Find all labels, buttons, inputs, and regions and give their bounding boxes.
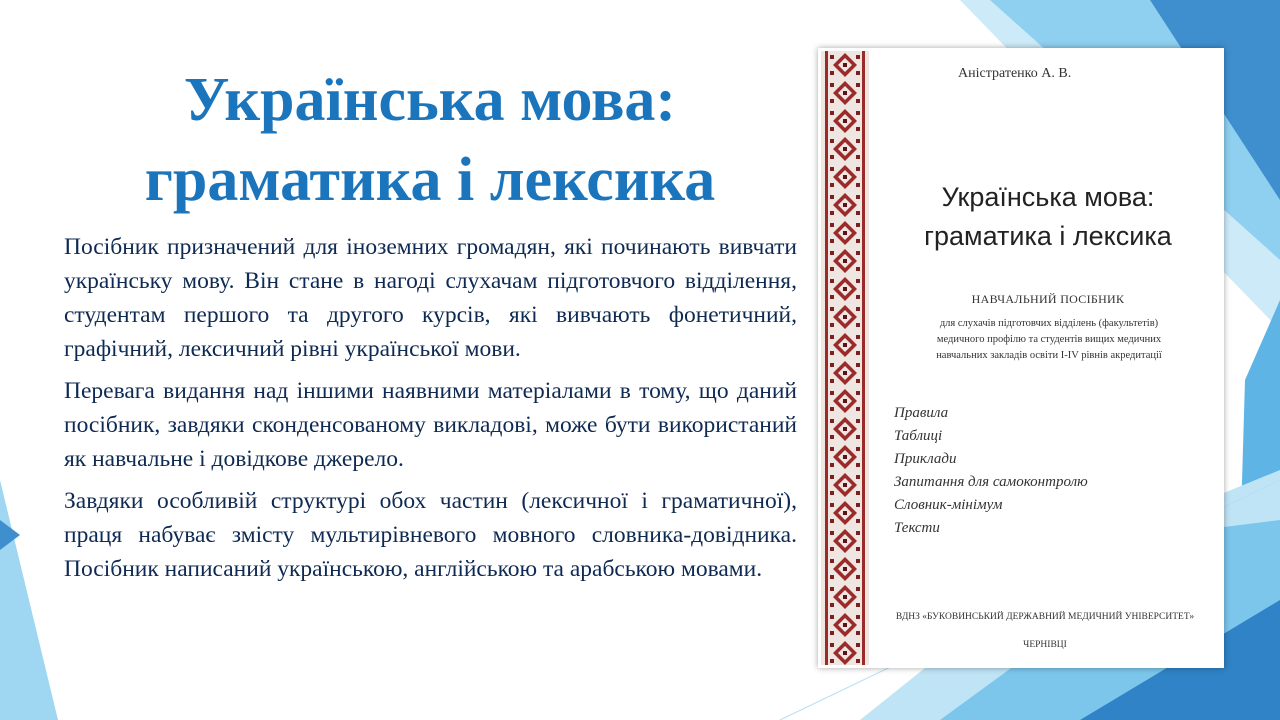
cover-contents-item: Словник-мінімум	[894, 497, 1003, 513]
cover-title	[898, 178, 1198, 256]
cover-publisher: ВДНЗ «БУКОВИНСЬКИЙ ДЕРЖАВНИЙ МЕДИЧНИЙ УНІВЕРСИТЕТ»	[895, 612, 1195, 622]
cover-description-line: медичного профілю та студентів вищих медичних	[936, 334, 1162, 345]
cover-contents-item: Запитання для самоконтролю	[894, 474, 1088, 490]
paragraph-advantage: Перевага видання над іншими наявними матеріалами в тому, що даний посібник, завдяки сконденсованому викладові, може бути використаний як навчальне і довідкове джерело.	[64, 378, 797, 472]
cover-contents-item: Правила	[894, 405, 949, 421]
paragraph-structure: Завдяки особливій структурі обох частин (лексичної і граматичної), праця набуває змісту мультирівневого мовного словника-довідника. Посібник написаний українською, англійською та арабською мовами.	[64, 488, 797, 582]
cover-contents-list	[894, 402, 1088, 540]
slide-title-line-1: Українська мова:	[183, 66, 677, 134]
cover-book-type: НАВЧАЛЬНИЙ ПОСІБНИК	[971, 292, 1125, 306]
decor-left-light	[0, 480, 58, 720]
slide-title-line-2: граматика і лексика	[144, 146, 716, 214]
cover-city: ЧЕРНІВЦІ	[1023, 640, 1067, 650]
cover-description-line: навчальних закладів освіти I-IV рівнів акредитації	[936, 350, 1162, 361]
slide-title	[100, 60, 760, 220]
cover-description-line: для слухачів підготовчих відділень (факультетів)	[939, 318, 1159, 329]
cover-title-line-2: граматика і лексика	[924, 221, 1172, 251]
cover-contents-item: Таблиці	[894, 428, 943, 444]
cover-author: Аністратенко А. В.	[958, 66, 1072, 81]
paragraph-purpose: Посібник призначений для іноземних громадян, які починають вивчати українську мову. Він стане в нагоді слухачам підготовчого відділення, студентам першого та другого курсів, які вивчають фонетичний, графічний, лексичний рівні української мови.	[64, 234, 797, 362]
embroidery-ornament	[821, 51, 869, 665]
cover-contents-item: Приклади	[894, 451, 957, 467]
cover-title-line-1: Українська мова:	[941, 182, 1155, 212]
slide-body	[64, 230, 797, 594]
cover-description	[894, 316, 1204, 364]
cover-contents-item: Тексти	[894, 520, 940, 536]
book-cover-image	[818, 48, 1224, 668]
